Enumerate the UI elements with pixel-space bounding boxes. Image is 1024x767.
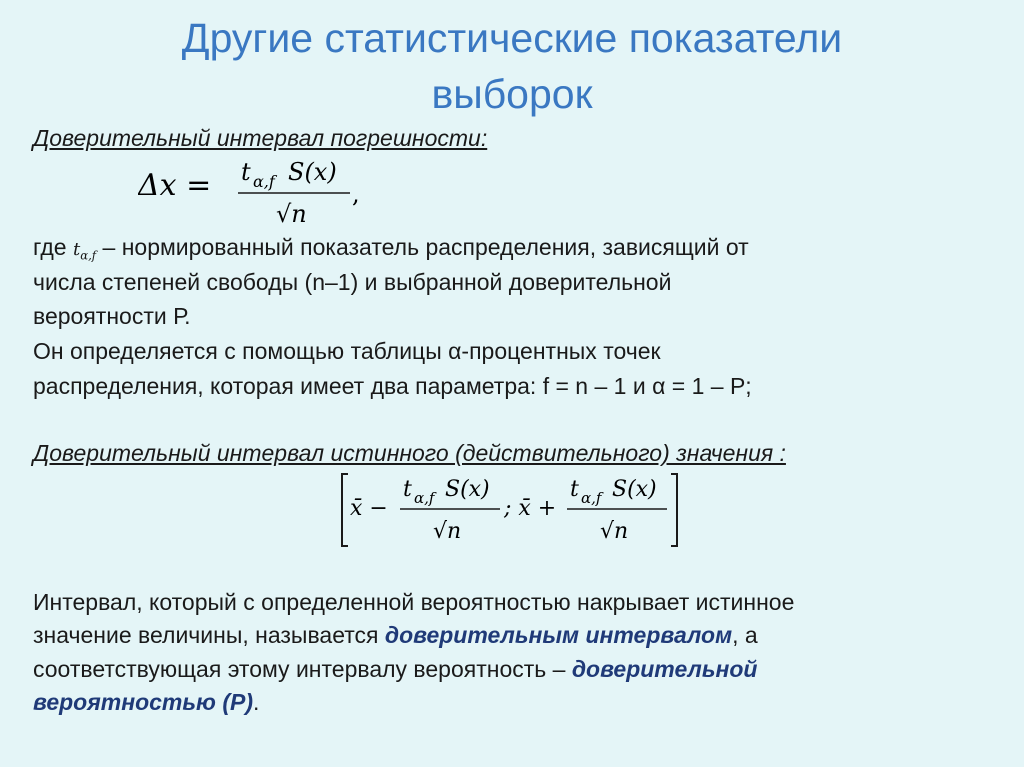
- para3-line2-prefix: значение величины, называется: [33, 622, 379, 648]
- section-heading-error-interval: Доверительный интервал погрешности:: [33, 125, 488, 151]
- paragraph-1-line-2: числа степеней свободы (n–1) и выбранной доверительной: [33, 269, 672, 295]
- para3-line4-suffix: .: [252, 689, 260, 715]
- para1-t-sub: α,f: [80, 248, 97, 263]
- term-confidence-probability-part2: вероятностью (Р): [33, 689, 253, 715]
- formula1-num-t: t: [241, 158, 251, 186]
- para1-t: t: [72, 239, 81, 260]
- para1-rest: – нормированный показатель распределения, зависящий от: [102, 234, 749, 260]
- formula1-den: √n: [276, 200, 307, 228]
- paragraph-1-line-3: вероятности Р.: [33, 303, 191, 329]
- formula2-right-bracket: [671, 474, 677, 546]
- formula2-left-bracket: [342, 474, 348, 546]
- para3-line3-prefix: соответствующая этому интервалу вероятность –: [33, 656, 566, 682]
- formula2-num1-rest: S(x): [445, 477, 490, 502]
- section-heading-true-value-interval: Доверительный интервал истинного (действительного) значения :: [33, 440, 786, 466]
- paragraph-3-line-4: [33, 687, 259, 718]
- term-confidence-interval: доверительным интервалом: [384, 622, 733, 648]
- formula-delta-x: [138, 150, 378, 230]
- paragraph-3-line-2: [33, 620, 758, 651]
- formula1-num-rest: S(x): [288, 158, 337, 186]
- formula2-num2-sub: α,f: [581, 489, 602, 507]
- formula-confidence-interval: [338, 470, 683, 550]
- formula2-num2-t: t: [570, 477, 579, 502]
- paragraph-3-line-3: [33, 654, 757, 685]
- para3-line2-suffix: , а: [732, 622, 758, 648]
- formula1-num-sub: α,f: [253, 172, 275, 191]
- formula2-num1-t: t: [403, 477, 412, 502]
- title-line-2: выборок: [431, 71, 593, 117]
- paragraph-2-line-2: распределения, которая имеет два параметра: f = n – 1 и α = 1 – P;: [33, 373, 752, 399]
- formula2-left: x̄ −: [350, 496, 388, 521]
- paragraph-3-line-1: Интервал, который с определенной вероятностью накрывает истинное: [33, 589, 795, 615]
- slide-title: [0, 10, 1024, 122]
- formula1-trailing: ,: [352, 180, 360, 208]
- formula1-lhs: Δx =: [138, 168, 212, 203]
- term-confidence-probability-part1: доверительной: [571, 656, 758, 682]
- formula2-num2-rest: S(x): [612, 477, 657, 502]
- para1-t-symbol: [72, 239, 97, 263]
- para1-prefix: где: [33, 234, 67, 260]
- paragraph-2-line-1: Он определяется с помощью таблицы α-процентных точек: [33, 338, 661, 364]
- formula2-den2: √n: [600, 519, 629, 544]
- paragraph-1-line-1: [33, 232, 749, 272]
- title-line-1: Другие статистические показатели: [181, 15, 843, 61]
- formula2-num1-sub: α,f: [414, 489, 435, 507]
- formula2-sep: ; x̄ +: [504, 496, 557, 521]
- formula2-den1: √n: [433, 519, 462, 544]
